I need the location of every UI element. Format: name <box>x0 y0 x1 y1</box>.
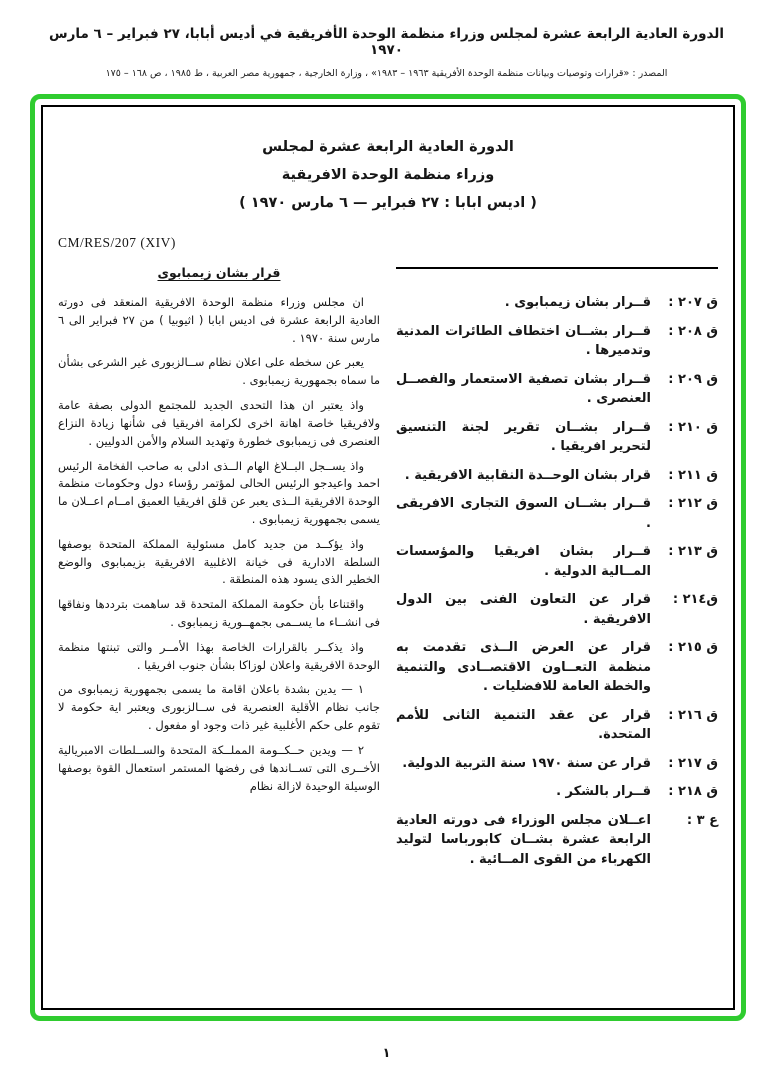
index-item-text: قرار بشان الوحــدة النقابية الافريقية . <box>404 467 651 483</box>
index-item-215 <box>396 638 718 697</box>
annotation-frame <box>30 94 746 1021</box>
index-item-number: ق ٢١١ : <box>668 467 718 483</box>
doc-title-line2: وزراء منظمة الوحدة الافريقية <box>281 167 495 183</box>
index-item-number: ق ٢١٣ : <box>668 544 718 559</box>
header-session-title: الدورة العادية الرابعة عشرة لمجلس وزراء منظمة الوحدة الأفريقية في أديس أبابا، ٢٧ فبراير – ٦ مارس ١٩٧٠ <box>48 26 725 58</box>
two-column-layout <box>58 235 718 878</box>
index-item-210 <box>396 418 718 457</box>
index-item-207 <box>396 293 718 313</box>
index-item-text: قــرار بشان افريقيا والمؤسسات المــالية الدولية . <box>396 544 651 579</box>
resolution-paragraph: واقتناعا بأن حكومة المملكة المتحدة قد ساهمت بترددها ونفاقها فى انشــاء ما يســمى بجمهــورية زيمبابوى . <box>58 597 380 629</box>
page-header <box>0 0 773 79</box>
index-item-text: قــرار بشــان اختطاف الطائرات المدنية وتدميرها . <box>396 323 651 358</box>
resolution-paragraph: واذ يؤكــد من جديد كامل مسئولية المملكة المتحدة بوصفها السلطة الادارية فى خيانة الاغلبية الافريقية بزيمبابوى والوضع الخطير الذى يسود هذه المنطقة . <box>58 536 380 587</box>
index-item-text: قــرار بالشكر . <box>556 784 651 799</box>
index-item-text: قرار عن سنة ١٩٧٠ سنة التربية الدولية. <box>402 755 651 771</box>
resolution-paragraph: ان مجلس وزراء منظمة الوحدة الافريقية المنعقد فى دورته العادية الرابعة عشرة فى اديس ابابا ( اثيوبيا ) من ٢٧ فبراير الى ٦ مارس سنة ١٩٧٠ . <box>58 295 381 345</box>
resolution-paragraph: ١ — يدين بشدة باعلان اقامة ما يسمى بجمهورية زيمبابوى من جانب نظام الأقلية العنصرية فى ســالزبورى ويعتبر اية حكومة لا تقوم على حكم الأغلبية غير ذات وجود او مفعول . <box>58 682 380 733</box>
index-divider-rule <box>396 267 718 269</box>
index-item-text: قــرار بشان تصفية الاستعمار والفصــل العنصرى . <box>396 371 651 406</box>
index-item-212 <box>396 494 718 533</box>
index-item-208 <box>396 322 718 361</box>
index-item-number: ع ٣ : <box>686 812 718 828</box>
index-item-number: ق ٢١٨ : <box>668 784 718 799</box>
index-item-number: ق ٢١٧ : <box>668 755 718 771</box>
index-item-text: قرار عن عقد التنمية الثانى للأمم المتحدة. <box>396 707 651 742</box>
index-item-216 <box>396 706 718 745</box>
resolution-paragraph: ٢ — ويدين حــكــومة المملــكة المتحدة والســلطات الامبريالية الأخــرى التى تســاندها فى رفضها المستمر استعمال القوة بوصفها الوسيلة الوحيدة لازالة نظام <box>58 742 380 793</box>
doc-title-line1: الدورة العادية الرابعة عشرة لمجلس <box>262 139 514 155</box>
resolution-paragraph: واذ يعتبر ان هذا التحدى الجديد للمجتمع الدولى بصفة عامة ولافريقيا خاصة اهانة اخرى لكرامة افريقيا فى شأنها زيادة النزاع العنصرى فى زيمبابوى خطورة وتهديد السلام والأمن الدوليين . <box>58 398 380 448</box>
doc-title-line3: ( اديس ابابا : ٢٧ فبراير — ٦ مارس ١٩٧٠ ) <box>239 195 537 211</box>
index-item-211 <box>396 466 718 486</box>
index-item-text: قــرار بشــان تقرير لجنة التنسيق لتحرير افريقيا . <box>396 419 651 454</box>
index-item-217 <box>396 754 718 774</box>
index-item-218 <box>396 782 718 802</box>
resolution-paragraph: يعبر عن سخطه على اعلان نظام ســالزبورى غير الشرعى بشأن ما سماه بجمهورية زيمبابوى . <box>58 355 380 388</box>
index-item-213 <box>396 542 718 581</box>
index-item-214 <box>396 590 718 629</box>
resolution-paragraph: واذ يذكــر بالقرارات الخاصة بهذا الأمــر والتى تبنتها منظمة الوحدة الافريقية واعلان لوزاكا بشأن جنوب افريقيا . <box>58 639 380 672</box>
index-item-declaration-3 <box>396 811 718 870</box>
index-item-number: ق٢١٤ : <box>672 592 718 607</box>
resolution-body <box>58 235 380 878</box>
index-item-209 <box>396 370 718 409</box>
index-item-text: قــرار بشان زيمبابوى . <box>504 295 651 310</box>
resolution-paragraph: واذ يســجل البــلاغ الهام الــذى ادلى به صاحب الفخامة الرئيس احمد واعيدجو الرئيس الحالى لمؤتمر رؤساء دول وحكومات منظمة الوحدة الافريقية الــذى يعبر عن قلق افريقيا العميق امــام اعــلان ما يسمى بجمهورية زيمبابوى . <box>58 458 380 526</box>
document-title-block <box>58 139 718 211</box>
index-item-text: قرار عن العرض الــذى تقدمت به منظمة التعــاون الاقتصــادى والتنمية والخطة العامة للافضليات . <box>396 640 651 694</box>
resolution-title: قرار بشان زيمبابوى <box>157 265 281 280</box>
index-item-number: ق ٢١٦ : <box>668 707 718 723</box>
document-page <box>41 105 735 1010</box>
index-item-text: اعــلان مجلس الوزراء فى دورته العادية الرابعة عشرة بشــان كابورباسا لتوليد الكهرباء من القوى المــائية . <box>396 812 651 867</box>
index-item-number: ق ٢١٥ : <box>668 640 718 655</box>
header-source-note: المصدر : «قرارات وتوصيات وبيانات منظمة الوحدة الأفريقية ١٩٦٣ – ١٩٨٣» ، وزارة الخارجية ، جمهورية مصر العربية ، ط ١٩٨٥ ، ص ١٦٨ – ١٧٥ <box>105 68 668 79</box>
resolutions-index <box>396 235 718 878</box>
index-item-text: قرار عن التعاون الفنى بين الدول الافريقية . <box>396 592 651 627</box>
document-reference: CM/RES/207 (XIV) <box>58 235 176 250</box>
index-item-text: قــرار بشــان السوق التجارى الافريقى . <box>396 496 651 531</box>
index-item-number: ق ٢٠٩ : <box>668 371 718 387</box>
index-item-number: ق ٢٠٧ : <box>668 295 718 310</box>
index-item-number: ق ٢١٢ : <box>668 496 718 511</box>
index-item-number: ق ٢١٠ : <box>668 419 718 435</box>
index-item-number: ق ٢٠٨ : <box>668 323 718 339</box>
page-number: ١ <box>382 1046 391 1061</box>
